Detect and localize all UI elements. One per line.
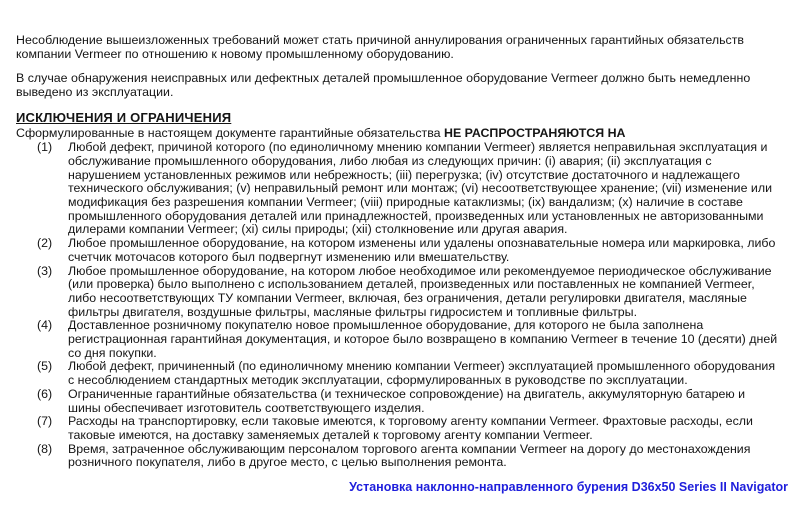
exclusion-item-7 xyxy=(37,415,780,442)
exclusion-number: (6) xyxy=(37,386,53,401)
machine-model-footer: Установка наклонно-направленного бурения D36x50 Series II Navigator xyxy=(349,480,788,494)
exclusion-number: (5) xyxy=(37,359,53,374)
exclusion-item-2 xyxy=(37,237,780,264)
exclusion-item-6 xyxy=(37,388,780,415)
exclusion-text: Ограниченные гарантийные обязательства (и техническое сопровождение) на двигатель, аккумуляторную батарею и шины обеспечивает изготовитель соответствующего изделия. xyxy=(68,386,746,415)
exclusion-number: (3) xyxy=(37,263,53,278)
exclusion-item-4 xyxy=(37,319,780,360)
exclusion-number: (7) xyxy=(37,414,53,429)
exclusion-number: (8) xyxy=(37,441,53,456)
exclusion-number: (2) xyxy=(37,236,53,251)
exclusion-text: Время, затраченное обслуживающим персоналом торгового агента компании Vermeer на дорогу до местонахождения розничного покупателя, либо в другое место, с целью выполнения ремонта. xyxy=(68,441,751,470)
exclusion-item-3 xyxy=(37,265,780,320)
exclusion-number: (1) xyxy=(37,140,53,155)
exclusions-list xyxy=(16,141,780,470)
warranty-void-paragraph: Несоблюдение вышеизложенных требований может стать причиной аннулирования ограниченных гарантийных обязательств компании Vermeer по отношению к новому промышленному оборудованию. xyxy=(16,33,744,61)
exclusion-item-1 xyxy=(37,141,780,237)
section-heading-exclusions: ИСКЛЮЧЕНИЯ И ОГРАНИЧЕНИЯ xyxy=(16,109,232,125)
exclusion-item-8 xyxy=(37,443,780,470)
exclusion-text: Любое промышленное оборудование, на котором изменены или удалены опознавательные номера или маркировка, либо счетчик моточасов которого был подвергнут изменению или вмешательству. xyxy=(68,236,776,264)
defective-parts-paragraph: В случае обнаружения неисправных или дефектных деталей промышленное оборудование Vermeer должно быть немедленно выведено из эксплуатации. xyxy=(16,71,751,100)
exclusion-text: Расходы на транспортировку, если таковые имеются, к торговому агенту компании Vermeer. Фрахтовые расходы, если таковые имеются, на доставку заменяемых деталей к торговому агенту компании Vermeer. xyxy=(68,414,753,442)
exclusions-intro xyxy=(16,127,780,141)
exclusion-number: (4) xyxy=(37,318,53,333)
exclusions-intro-normal: Сформулированные в настоящем документе гарантийные обязательства xyxy=(16,125,444,140)
exclusion-item-5 xyxy=(37,360,780,387)
exclusions-intro-bold: НЕ РАСПРОСТРАНЯЮТСЯ НА xyxy=(444,125,626,140)
exclusion-text: Любой дефект, причиненный (по единоличному мнению компании Vermeer) эксплуатацией промышленного оборудования с несоблюдением стандартных методик эксплуатации, сформулированных в руководстве по эксплуатации. xyxy=(68,359,776,388)
exclusion-text: Доставленное розничному покупателю новое промышленное оборудование, для которого не была заполнена регистрационная гарантийная документация, и которое было возвращено в компанию Vermeer в течение 10 (десяти) дней со дня покупки. xyxy=(68,318,778,360)
exclusion-text: Любой дефект, причиной которого (по единоличному мнению компании Vermeer) является неправильная эксплуатация и обслуживание промышленного оборудования, либо любая из следующих причин: (i) авария; (ii) эксплуатация с нарушением установленных режимов или небрежность; (iii) перегрузка; (iv) отсутствие достаточного и надлежащего технического обслуживания; (v) неправильный ремонт или монтаж; (vi) несоответствующее хранение; (vii) изменение или модификация без разрешения компании Vermeer; (viii) природные катаклизмы; (ix) вандализм; (x) наличие в составе промышленного оборудования деталей или принадлежностей, произведенных или установленных не авторизованными дилерами компании Vermeer; (xi) силы природы; (xii) столкновение или другая авария. xyxy=(68,140,773,237)
exclusion-text: Любое промышленное оборудование, на котором любое необходимое или рекомендуемое периодическое обслуживание (или проверка) было выполнено с использованием деталей, произведенных или поставленных не компанией Vermeer, либо несоответствующих ТУ компании Vermeer, включая, без ограничения, детали регулировки двигателя, масляные фильтры двигателя, воздушные фильтры, масляные фильтры гидросистем и топливные фильтры. xyxy=(68,263,772,319)
